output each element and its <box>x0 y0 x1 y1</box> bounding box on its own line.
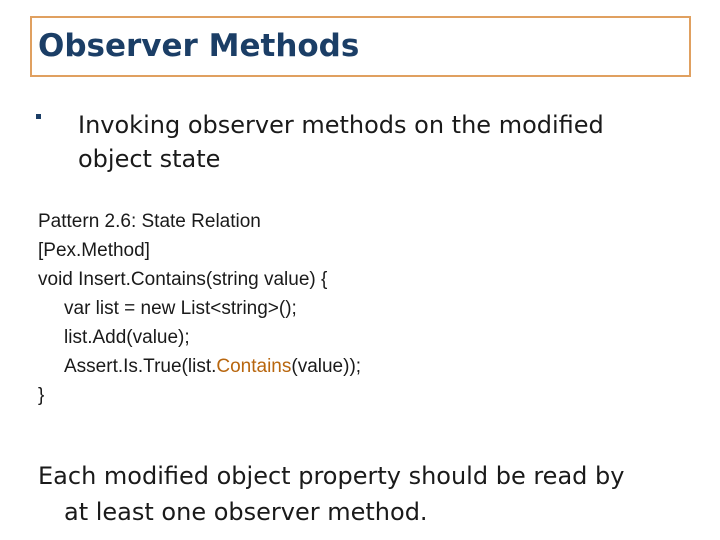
assert-prefix: Assert.Is.True(list. <box>64 356 217 377</box>
summary-text <box>38 458 708 530</box>
bullet-line: Invoking observer methods on the modified <box>78 111 604 139</box>
code-line-add: list.Add(value); <box>64 327 190 348</box>
bullet-text <box>78 108 678 176</box>
code-signature: void Insert.Contains(string value) { <box>38 269 328 290</box>
bullet-line: object state <box>78 145 221 173</box>
code-line-assert <box>38 352 698 381</box>
code-closing-brace: } <box>38 385 45 406</box>
bullet-marker <box>36 114 41 119</box>
summary-line: Each modified object property should be read by <box>38 462 625 490</box>
assert-suffix: (value)); <box>291 356 362 377</box>
code-line-new-list: var list = new List<string>(); <box>64 298 297 319</box>
code-block <box>38 207 698 410</box>
slide-title: Observer Methods <box>38 28 360 64</box>
title-box <box>30 16 691 77</box>
code-attribute: [Pex.Method] <box>38 240 150 261</box>
summary-line: at least one observer method. <box>64 498 428 526</box>
pattern-label: Pattern 2.6: State Relation <box>38 211 261 232</box>
assert-highlight: Contains <box>216 356 292 377</box>
